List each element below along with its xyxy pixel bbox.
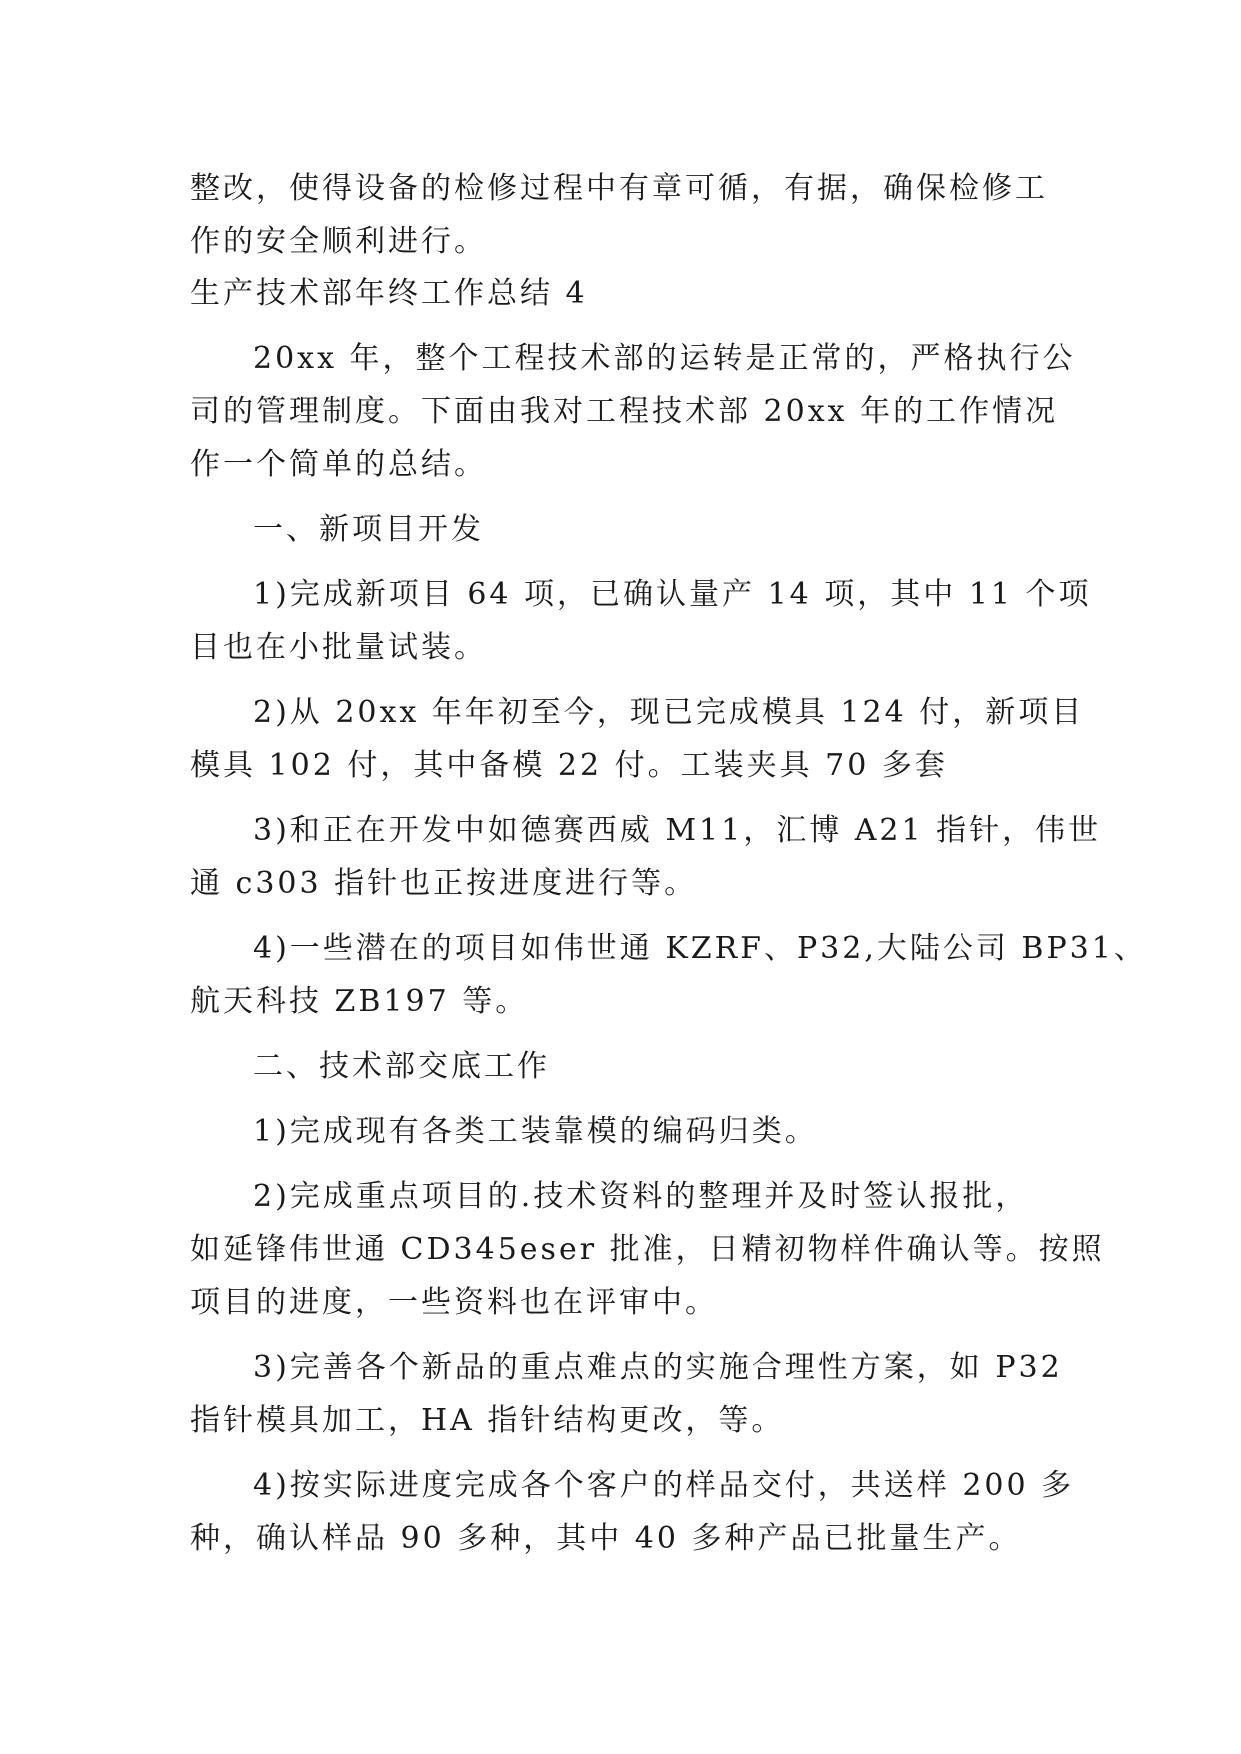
paragraph-line: 4)一些潜在的项目如伟世通 KZRF、P32,大陆公司 BP31、 [253,931,1147,966]
paragraph-line: 项目的进度，一些资料也在评审中。 [190,1285,718,1320]
paragraph-line: 种，确认样品 90 多种，其中 40 多种产品已批量生产。 [190,1521,1022,1556]
paragraph-line: 2)从 20xx 年年初至今，现已完成模具 124 付，新项目 [253,695,1085,730]
paragraph-line: 3)和正在开发中如德赛西威 M11，汇博 A21 指针，伟世 [253,813,1102,848]
paragraph-line: 模具 102 付，其中备模 22 付。工装夹具 70 多套 [190,748,948,783]
paragraph-line: 指针模具加工，HA 指针结构更改，等。 [190,1403,785,1438]
paragraph-line: 通 c303 指针也正按进度进行等。 [190,866,698,901]
paragraph-line: 作一个简单的总结。 [190,447,487,482]
paragraph-line: 如延锋伟世通 CD345eser 批准，日精初物样件确认等。按照 [190,1232,1105,1267]
paragraph-line: 3)完善各个新品的重点难点的实施合理性方案，如 P32 [253,1350,1063,1385]
paragraph-line: 作的安全顺利进行。 [190,224,487,259]
paragraph-line: 20xx 年，整个工程技术部的运转是正常的，严格执行公 [253,341,1076,376]
paragraph-line: 航天科技 ZB197 等。 [190,984,529,1019]
paragraph-line: 1)完成现有各类工装靠模的编码归类。 [253,1114,818,1149]
subheading: 一、新项目开发 [253,512,484,547]
paragraph-line: 司的管理制度。下面由我对工程技术部 20xx 年的工作情况 [190,394,1059,429]
section-heading: 生产技术部年终工作总结 4 [190,276,588,311]
paragraph-line: 1)完成新项目 64 项，已确认量产 14 项，其中 11 个项 [253,577,1092,612]
paragraph-line: 2)完成重点项目的.技术资料的整理并及时签认报批， [253,1179,1029,1214]
paragraph-line: 4)按实际进度完成各个客户的样品交付，共送样 200 多 [253,1468,1075,1503]
paragraph-line: 目也在小批量试装。 [190,630,487,665]
paragraph-line: 整改，使得设备的检修过程中有章可循，有据，确保检修工 [190,171,1048,206]
subheading: 二、技术部交底工作 [253,1049,550,1084]
